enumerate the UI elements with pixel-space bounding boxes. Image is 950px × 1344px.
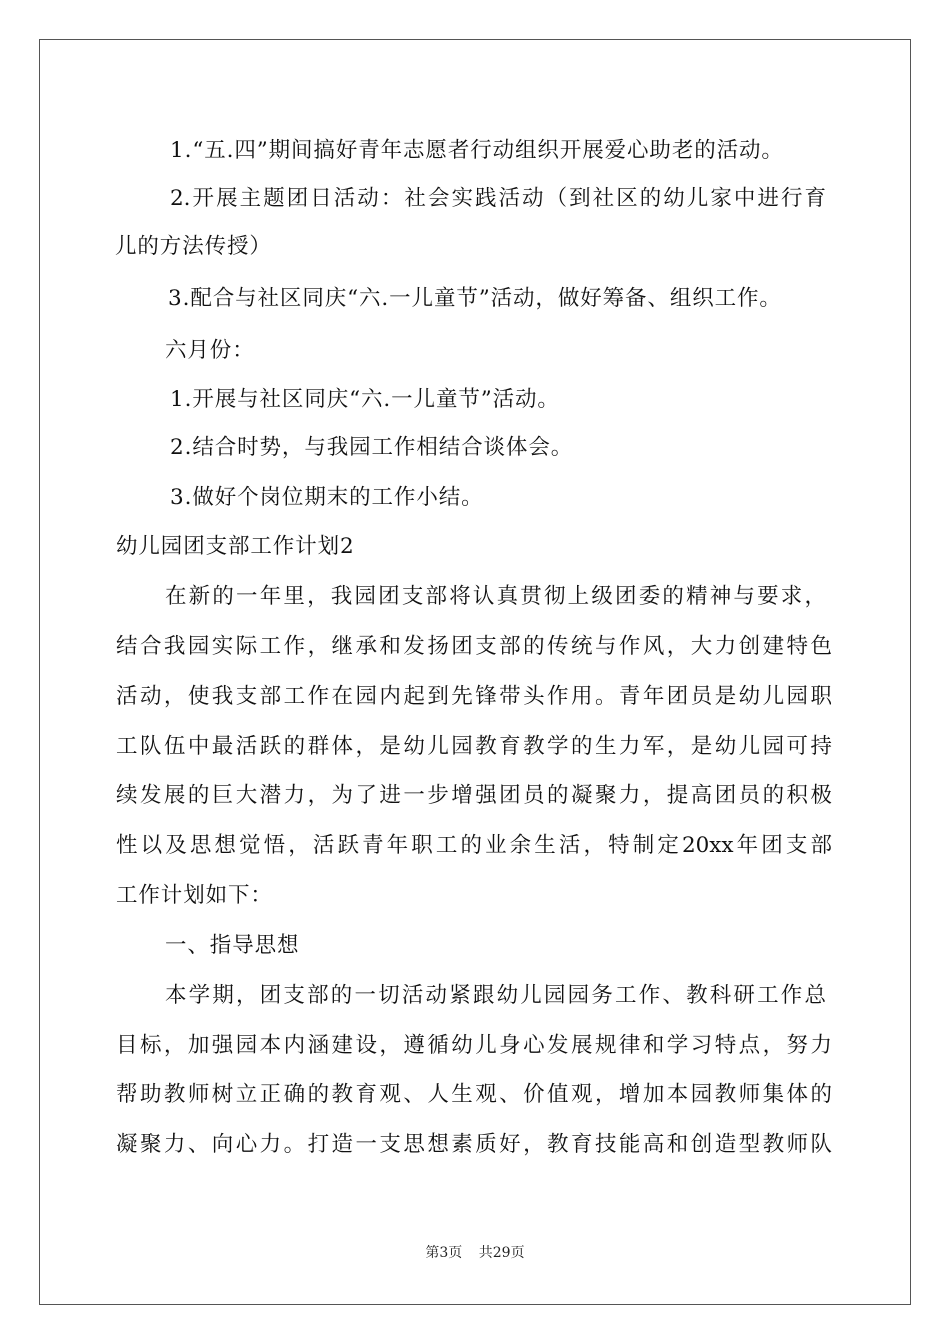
text-line-4: 3.配合与社区同庆“六.一儿童节”活动，做好筹备、组织工作。 <box>168 286 782 311</box>
text-line-13: 工队伍中最活跃的群体，是幼儿园教育教学的生力军，是幼儿园可持 <box>116 734 832 759</box>
text-line-6: 1.开展与社区同庆“六.一儿童节”活动。 <box>170 387 560 412</box>
text-line-1: 1.“五.四”期间搞好青年志愿者行动组织开展爱心助老的活动。 <box>170 138 784 163</box>
text-line-12: 活动，使我支部工作在园内起到先锋带头作用。青年团员是幼儿园职 <box>116 684 832 709</box>
text-line-10: 在新的一年里，我园团支部将认真贯彻上级团委的精神与要求， <box>165 584 826 609</box>
text-line-2: 2.开展主题团日活动：社会实践活动（到社区的幼儿家中进行育 <box>170 186 826 211</box>
text-line-20: 帮助教师树立正确的教育观、人生观、价值观，增加本园教师集体的 <box>116 1082 832 1107</box>
page-border <box>39 39 911 1305</box>
heading-guiding-thought: 一、指导思想 <box>165 933 300 958</box>
text-line-11: 结合我园实际工作，继承和发扬团支部的传统与作风，大力创建特色 <box>116 634 832 659</box>
text-line-15: 性以及思想觉悟，活跃青年职工的业余生活，特制定20xx年团支部 <box>116 833 832 858</box>
text-line-14: 续发展的巨大潜力，为了进一步增强团员的凝聚力，提高团员的积极 <box>116 783 832 808</box>
text-line-16: 工作计划如下： <box>116 883 273 908</box>
text-line-8: 3.做好个岗位期末的工作小结。 <box>170 485 484 510</box>
text-line-5: 六月份： <box>165 338 255 363</box>
page-number: 第3页 <box>425 1245 463 1261</box>
page-footer <box>0 1243 950 1263</box>
text-line-18: 本学期，团支部的一切活动紧跟幼儿园园务工作、教科研工作总 <box>165 983 826 1008</box>
text-line-3: 儿的方法传授） <box>115 234 272 259</box>
text-line-19: 目标，加强园本内涵建设，遵循幼儿身心发展规律和学习特点，努力 <box>116 1033 832 1058</box>
section-title: 幼儿园团支部工作计划2 <box>116 534 355 559</box>
text-line-21: 凝聚力、向心力。打造一支思想素质好，教育技能高和创造型教师队 <box>116 1132 832 1157</box>
text-line-7: 2.结合时势，与我园工作相结合谈体会。 <box>170 435 574 460</box>
page-total: 共29页 <box>478 1245 525 1261</box>
